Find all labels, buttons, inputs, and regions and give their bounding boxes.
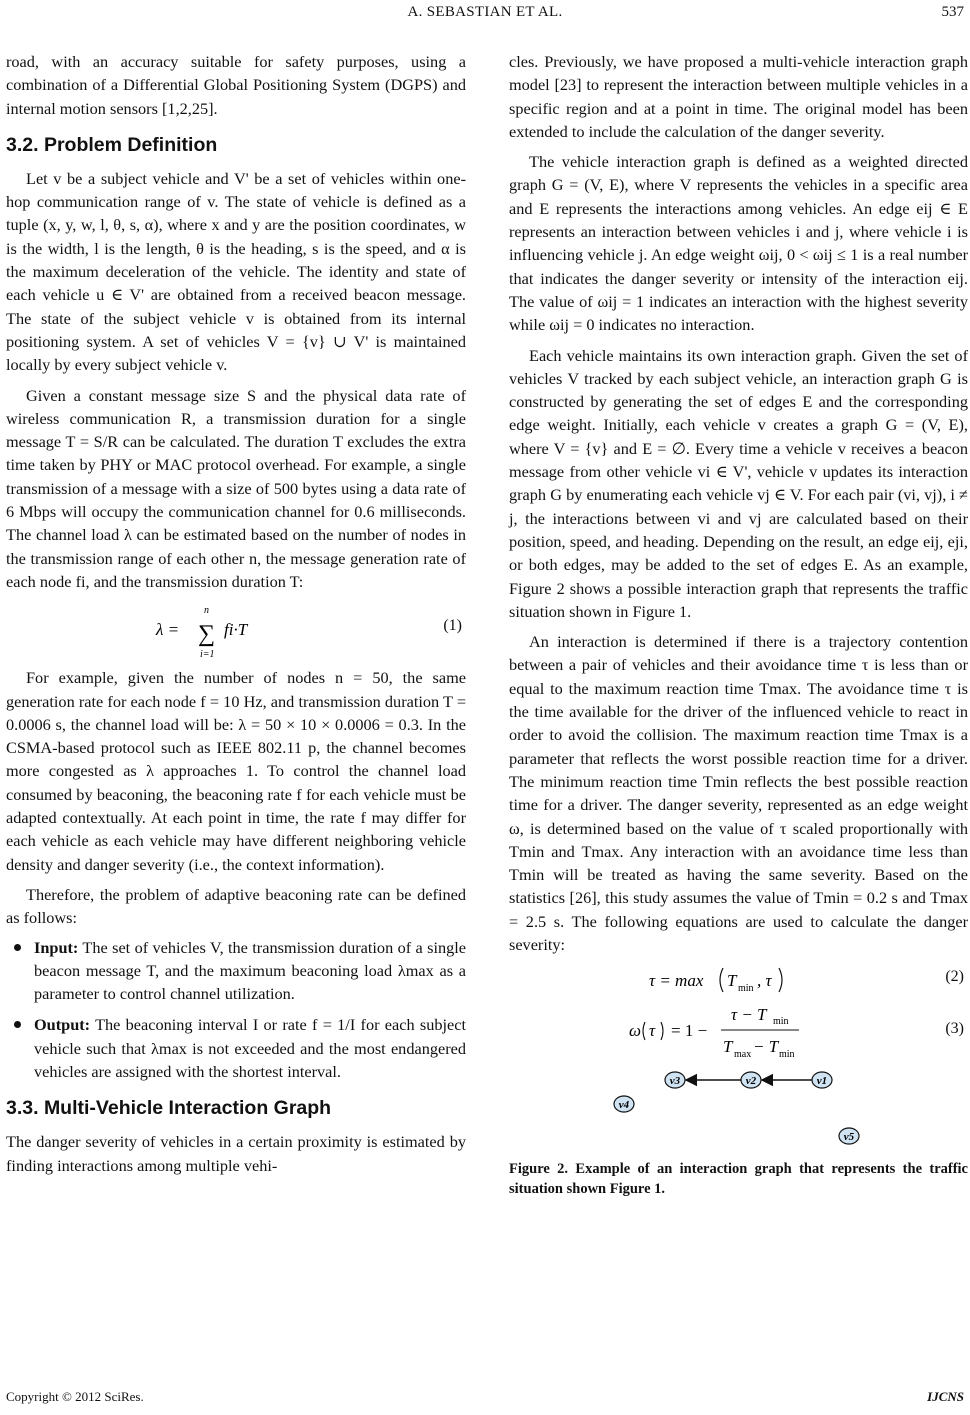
journal-name: IJCNS: [927, 1389, 964, 1404]
eq3-numerator: τ − T: [731, 1005, 767, 1025]
eq1-rhs: fi·T: [224, 620, 248, 640]
page-footer: [0, 1385, 970, 1415]
bullet-dot: [14, 944, 21, 951]
eq3-numerator-sub: min: [773, 1016, 789, 1028]
graph-intro-paragraph: The danger severity of vehicles in a certain proximity is estimated by finding interactions among multiple vehi-: [6, 1132, 466, 1175]
section-heading-problem-definition: 3.2. Problem Definition: [6, 133, 218, 156]
eq3-lhs-arg: τ: [649, 1021, 656, 1041]
eq3-den-a-sub: max: [734, 1049, 752, 1061]
eq3-right-paren: [661, 1022, 663, 1040]
eq1-sum-top: n: [204, 605, 209, 617]
graph-node-v3: [665, 1072, 685, 1088]
equation-3: [509, 1002, 968, 1060]
therefore-paragraph: Therefore, the problem of adaptive beaconing rate can be defined as follows:: [6, 884, 466, 928]
intro-paragraph: road, with an accuracy suitable for safety purposes, using a combination of a Differential Global Positioning System (DGPS) and internal motion sensors [1,2,25].: [6, 52, 466, 118]
page-number: 537: [941, 4, 964, 20]
left-column: [6, 50, 466, 1177]
equation-2-number: (2): [945, 968, 964, 986]
interaction-paragraph: An interaction is determined if there is a trajectory contention between a pair of vehicles and their avoidance time τ is less than or equal to the maximum reaction time Tmax. The avoidance time τ is the time available for the driver of the influenced vehicle to react in order to avoid the collision. The maximum reaction time Tmax is a parameter that reflects the worst possible reaction time for a driver. The minimum reaction time Tmin reflects the best possible reaction time for a driver. The danger severity, represented as an edge weight ω, is determined based on the value of τ scaled proportionally with Tmin and Tmax. Any interaction with an avoidance time less than Tmin will be treated as having the same severity. Based on the statistics [26], this study assumes the value of Tmin = 0.2 s and Tmax = 2.5 s. The following equations are used to calculate the danger severity:: [509, 632, 968, 954]
figure-2: [509, 1066, 968, 1199]
example-paragraph: For example, given the number of nodes n = 50, the same generation rate for each node f = 10 Hz, and transmission duration T = 0.0006 s, the channel load will be: λ = 50 × 10 × 0.0006 = 0.3. In the CSMA-based protocol such as IEEE 802.11 p, the channel becomes more congested as λ approaches 1. To control the channel load consumed by beaconing, the beaconing rate f for each vehicle must be adapted contextually. At each point in time, the rate f may differ for each vehicle as each vehicle may have different neighboring vehicle density and danger severity (i.e., the context information).: [6, 668, 466, 874]
bullet-input-text: The set of vehicles V, the transmission duration of a single beacon message T, and the maximum beaconing load λmax as a parameter to control channel utilization.: [34, 937, 466, 1004]
running-head: A. SEBASTIAN ET AL.: [407, 4, 563, 20]
graph-node-label: v4: [618, 1099, 630, 1112]
eq2-right-paren: [779, 968, 782, 992]
interaction-graph-svg: [509, 1066, 968, 1146]
equation-1-number: (1): [443, 617, 462, 635]
eq3-den-b-sub: min: [779, 1049, 795, 1061]
equation-1-svg: [6, 599, 466, 659]
graph-node-v1: [812, 1072, 832, 1088]
bullet-output-text: The beaconing interval I or rate f = 1/I for each subject vehicle such that λmax is not exceeded and the most endangered vehicles are assigned with the shortest interval.: [34, 1015, 466, 1081]
bullet-output-label: Output:: [34, 1015, 91, 1035]
right-column: [509, 50, 968, 1199]
bullet-input: [6, 936, 466, 1006]
continuation-paragraph: cles. Previously, we have proposed a multi-vehicle interaction graph model [23] to represent the interaction between multiple vehicles in a specific region and at a point in time. The original model has been extended to include the calculation of the danger severity.: [509, 52, 968, 141]
eq2-lhs: τ = max: [649, 971, 704, 991]
equation-2-svg: [509, 962, 968, 996]
copyright-notice: Copyright © 2012 SciRes.: [6, 1389, 144, 1404]
graph-node-v2: [741, 1072, 761, 1088]
eq3-lhs: ω: [629, 1021, 642, 1041]
bullet-output: [6, 1013, 466, 1083]
definition-paragraph-1: Let v be a subject vehicle and V' be a set of vehicles within one-hop communication range of v. The state of vehicle is defined as a tuple (x, y, w, l, θ, s, α), where x and y are the position coordinates, w is the width, l is the length, θ is the heading, s is the speed, and α is the maximum deceleration of the vehicle. The identity and state of each vehicle u ∈ V' are obtained from a received beacon message. The state of the subject vehicle v is obtained from its internal positioning system. A set of vehicles V = {v} ∪ V' is maintained locally by every subject vehicle v.: [6, 168, 466, 375]
page-header: [0, 0, 970, 40]
figure-2-caption: Figure 2. Example of an interaction graph that represents the traffic situation shown Figure 1.: [509, 1161, 968, 1198]
graph-node-label: v3: [669, 1075, 681, 1088]
problem-bullets: [6, 936, 466, 1084]
eq3-den-a: T: [723, 1037, 733, 1057]
bullet-dot: [14, 1021, 21, 1028]
section-heading-interaction-graph: 3.3. Multi-Vehicle Interaction Graph: [6, 1097, 332, 1120]
equation-2: [509, 962, 968, 996]
graph-node-label: v1: [816, 1075, 828, 1088]
graph-node-label: v2: [745, 1075, 757, 1088]
graph-node-label: v5: [843, 1131, 855, 1144]
equation-3-number: (3): [945, 1020, 964, 1038]
eq1-lhs: λ =: [156, 620, 180, 640]
eq2-left-paren: [720, 968, 723, 992]
eq2-arg1: T: [727, 971, 737, 991]
eq3-den-mid: − T: [753, 1037, 779, 1057]
eq1-sum-bottom: i=1: [200, 649, 215, 660]
eq1-sum-symbol: ∑: [198, 621, 216, 648]
eq2-arg2: , τ: [757, 971, 772, 991]
eq2-arg1-sub: min: [738, 983, 754, 995]
eq3-left-paren: [643, 1022, 645, 1040]
each-vehicle-paragraph: Each vehicle maintains its own interaction graph. Given the set of vehicles V tracked by each subject vehicle, an interaction graph G is constructed by generating the set of edges E and the corresponding edge weight. Initially, each vehicle v creates a graph G = (V, E), where V = {v} and E = ∅. Every time a vehicle v receives a beacon message from other vehicle vi ∈ V', vehicle v updates its interaction graph G by enumerating each vehicle vj ∈ V. For each pair (vi, vj), i ≠ j, the interactions between vi and vj are calculated based on their position, speed, and heading. Depending on the result, an edge eij, eji, or both edges, may be added to the set of edges E. As an example, Figure 2 shows a possible interaction graph that represents the traffic situation shown in Figure 1.: [509, 345, 968, 621]
graph-node-v4: [614, 1096, 634, 1112]
equation-1: [6, 599, 466, 659]
graph-nodes: [614, 1072, 859, 1144]
bullet-input-label: Input:: [34, 937, 79, 957]
eq3-rhs-one: = 1 −: [671, 1021, 708, 1041]
equation-3-svg: [509, 1002, 968, 1060]
graph-definition-paragraph: The vehicle interaction graph is defined as a weighted directed graph G = (V, E), where V represents the vehicles in a specific area and E represents the interactions among vehicles. An edge eij ∈ E represents an interaction between vehicles i and j, where vehicle i is influencing vehicle j. An edge weight ωij, 0 < ωij ≤ 1 is a real number that indicates the danger severity or intensity of the interaction eij. The value of ωij = 1 indicates an interaction with the highest severity while ωij = 0 indicates no interaction.: [509, 152, 968, 335]
graph-node-v5: [839, 1128, 859, 1144]
definition-paragraph-2: Given a constant message size S and the physical data rate of wireless communication R, a transmission duration for a single message T = S/R can be calculated. The duration T excludes the extra time taken by PHY or MAC protocol overhead. For example, a single transmission of a message with a size of 500 bytes using a data rate of 6 Mbps will occupy the communication channel for 0.6 milliseconds. The channel load λ can be estimated based on the number of nodes in the transmission range of each other n, the message generation rate of each node fi, and the transmission duration T:: [6, 385, 466, 591]
